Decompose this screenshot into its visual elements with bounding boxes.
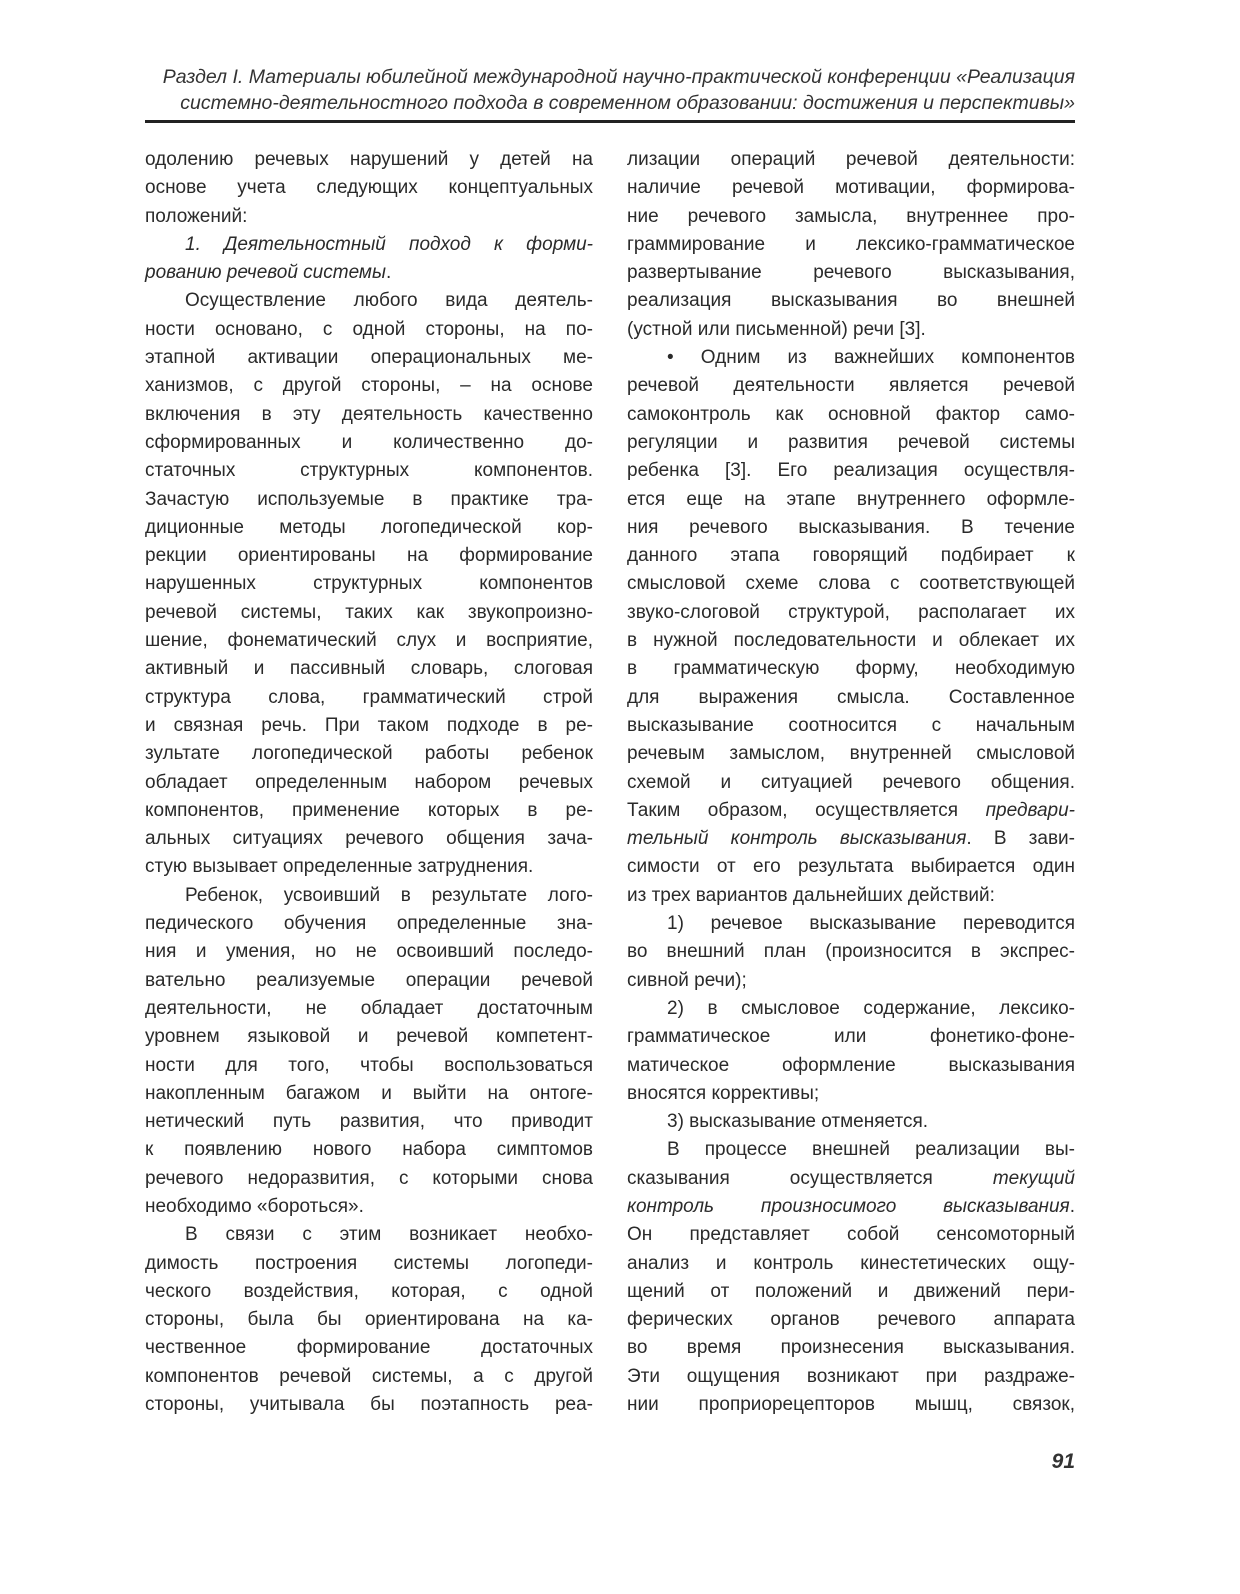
text-line [145, 1278, 593, 1306]
text-span: сформированных и количественно до- [145, 431, 593, 453]
text-span: нетический путь развития, что приводит [145, 1111, 593, 1133]
text-line [627, 344, 1075, 372]
text-line [145, 684, 593, 712]
text-line [145, 938, 593, 966]
text-span: альных ситуациях речевого общения зача- [145, 828, 593, 850]
text-span: . В зави- [966, 828, 1075, 850]
text-line [627, 231, 1075, 259]
text-span: звуко-слоговой структурой, располагает их [627, 601, 1075, 623]
text-line [627, 514, 1075, 542]
text-line [145, 1023, 593, 1051]
text-span: стороны, учитывала бы поэтапность реа- [145, 1394, 593, 1416]
text-span: анализ и контроль кинестетических ощу- [627, 1252, 1075, 1274]
text-line [627, 287, 1075, 315]
header-rule [145, 120, 1075, 123]
text-span: ние речевого замысла, внутреннее про- [627, 205, 1075, 227]
text-line [627, 853, 1075, 881]
text-line [627, 938, 1075, 966]
text-line [145, 627, 593, 655]
text-span: обладает определенным набором речевых [145, 771, 593, 793]
text-line [145, 146, 593, 174]
text-line [145, 344, 593, 372]
text-span: 3) высказывание отменяется. [667, 1111, 929, 1133]
text-span: одолению речевых нарушений у детей на [145, 149, 593, 170]
text-line [145, 1193, 593, 1221]
text-line [627, 1080, 1075, 1108]
text-line [145, 542, 593, 570]
text-line [145, 1108, 593, 1136]
text-line [627, 769, 1075, 797]
right-column [627, 146, 1075, 1419]
text-span: речевого недоразвития, с которыми снова [145, 1167, 593, 1189]
text-line [145, 599, 593, 627]
text-span: ханизмов, с другой стороны, – на основе [145, 375, 593, 397]
text-span: щений от положений и движений пери- [627, 1280, 1075, 1302]
text-line [145, 203, 593, 231]
text-span: . [385, 262, 392, 284]
text-line [627, 316, 1075, 344]
text-line [627, 429, 1075, 457]
text-span: ния речевого высказывания. В течение [627, 516, 1075, 538]
italic-text: рованию речевой системы [145, 262, 386, 284]
text-line [627, 967, 1075, 995]
text-span: стую вызывает определенные затруднения. [145, 856, 534, 878]
text-line [627, 825, 1075, 853]
text-line [145, 740, 593, 768]
text-span: ферических органов речевого аппарата [627, 1309, 1075, 1331]
text-line [145, 259, 593, 287]
text-span: Осуществление любого вида деятель- [185, 290, 593, 312]
text-line [145, 655, 593, 683]
text-line [627, 1193, 1075, 1221]
text-span: и связная речь. При таком подходе в ре- [145, 714, 593, 736]
text-line [627, 1278, 1075, 1306]
text-span: нарушенных структурных компонентов [145, 573, 593, 595]
text-line [627, 570, 1075, 598]
text-span: матическое оформление высказывания [627, 1054, 1075, 1076]
text-line [627, 655, 1075, 683]
text-span: чественное формирование достаточных [145, 1337, 593, 1359]
italic-text: 1. Деятельностный подход к форми- [185, 233, 593, 255]
text-span: для выражения смысла. Составленное [627, 686, 1075, 708]
text-line [627, 1165, 1075, 1193]
italic-text: текущий [992, 1167, 1075, 1189]
text-span: сказывания осуществляется [627, 1167, 993, 1189]
text-span: накопленным багажом и выйти на онтоге- [145, 1082, 593, 1104]
text-span: к появлению нового набора симптомов [145, 1139, 593, 1161]
text-span: димость построения системы логопеди- [145, 1252, 593, 1274]
text-span: шение, фонематический слух и восприятие, [145, 630, 593, 652]
text-line [145, 882, 593, 910]
text-span: высказывание соотносится с начальным [627, 714, 1075, 736]
text-line [145, 1165, 593, 1193]
text-line [627, 372, 1075, 400]
text-line [627, 542, 1075, 570]
text-line [627, 684, 1075, 712]
text-line [627, 1306, 1075, 1334]
text-span: Ребенок, усвоивший в результате лого- [185, 884, 593, 906]
text-span: активный и пассивный словарь, слоговая [145, 658, 593, 680]
text-line [627, 1363, 1075, 1391]
text-line [627, 1250, 1075, 1278]
text-span: стороны, была бы ориентирована на ка- [145, 1309, 593, 1331]
text-line [627, 797, 1075, 825]
text-line [627, 401, 1075, 429]
text-line [627, 1334, 1075, 1362]
text-span: вносятся коррективы; [627, 1082, 820, 1104]
text-span: (устной или письменной) речи [3]. [627, 318, 926, 340]
text-span: ности для того, чтобы воспользоваться [145, 1054, 593, 1076]
italic-text: предвари- [985, 799, 1075, 821]
text-span: самоконтроль как основной фактор само- [627, 403, 1075, 425]
text-span: ческого воздействия, которая, с одной [145, 1280, 593, 1302]
left-column [145, 146, 593, 1419]
text-line [145, 429, 593, 457]
text-line [145, 570, 593, 598]
text-span: компонентов, применение которых в ре- [145, 799, 593, 821]
page-number: 91 [1051, 1450, 1075, 1473]
text-span: основе учета следующих концептуальных [145, 177, 593, 199]
text-span: симости от его результата выбирается один [627, 856, 1075, 878]
text-line [627, 1052, 1075, 1080]
text-line [627, 995, 1075, 1023]
text-line [145, 967, 593, 995]
text-line [145, 1221, 593, 1249]
text-line [627, 457, 1075, 485]
text-span: структура слова, грамматический строй [145, 686, 593, 708]
text-span: компонентов речевой системы, а с другой [145, 1365, 593, 1387]
text-span: 2) в смысловое содержание, лексико- [667, 997, 1075, 1019]
text-span: во внешний план (произносится в экспрес- [627, 941, 1075, 963]
text-line [145, 910, 593, 938]
text-line [145, 174, 593, 202]
text-span: Зачастую используемые в практике тра- [145, 488, 593, 510]
text-line [145, 231, 593, 259]
running-header-line-1: Раздел I. Материалы юбилейной международной научно-практической конференции «Реализация [162, 66, 1075, 88]
text-line [145, 1052, 593, 1080]
text-span: . [1069, 1195, 1075, 1217]
text-span: развертывание речевого высказывания, [627, 262, 1075, 284]
text-span: в нужной последовательности и облекает их [627, 630, 1075, 652]
text-line [145, 712, 593, 740]
text-line [627, 486, 1075, 514]
text-span: речевой деятельности является речевой [627, 375, 1075, 397]
text-span: педического обучения определенные зна- [145, 913, 593, 935]
text-span: ности основано, с одной стороны, на по- [145, 318, 593, 340]
text-line [627, 599, 1075, 627]
text-span: речевым замыслом, внутренней смысловой [627, 743, 1075, 765]
text-span: • Одним из важнейших компонентов [667, 347, 1075, 369]
text-span: грамматическое или фонетико-фоне- [627, 1026, 1075, 1048]
text-line [145, 486, 593, 514]
text-span: регуляции и развития речевой системы [627, 431, 1075, 453]
text-line [627, 627, 1075, 655]
text-span: Эти ощущения возникают при раздраже- [627, 1365, 1075, 1387]
running-header-line-2: системно-деятельностного подхода в современном образовании: достижения и перспективы» [180, 92, 1075, 114]
text-line [627, 1221, 1075, 1249]
text-line [627, 712, 1075, 740]
text-line [145, 457, 593, 485]
text-span: из трех вариантов дальнейших действий: [627, 884, 995, 906]
text-span: Таким образом, осуществляется [627, 799, 986, 821]
text-line [145, 769, 593, 797]
text-line [627, 1136, 1075, 1164]
text-line [627, 740, 1075, 768]
italic-text: контроль произносимого высказывания [627, 1195, 1070, 1217]
text-line [145, 1080, 593, 1108]
running-header [145, 64, 1075, 116]
text-span: положений: [145, 205, 248, 227]
text-span: во время произнесения высказывания. [627, 1337, 1075, 1359]
text-line [145, 1363, 593, 1391]
text-span: уровнем языковой и речевой компетент- [145, 1026, 593, 1048]
italic-text: тельный контроль высказывания [627, 828, 967, 850]
text-line [627, 146, 1075, 174]
text-line [145, 316, 593, 344]
text-line [145, 1250, 593, 1278]
text-span: ребенка [3]. Его реализация осуществля- [627, 460, 1075, 482]
text-line [145, 995, 593, 1023]
text-span: В связи с этим возникает необхо- [185, 1224, 593, 1246]
text-line [145, 372, 593, 400]
text-line [145, 825, 593, 853]
text-line [145, 1391, 593, 1419]
text-span: данного этапа говорящий подбирает к [627, 545, 1075, 567]
text-line [145, 797, 593, 825]
text-line [627, 1023, 1075, 1051]
text-span: ется еще на этапе внутреннего оформле- [627, 488, 1075, 510]
text-line [627, 203, 1075, 231]
text-span: 1) речевое высказывание переводится [667, 913, 1075, 935]
text-span: Он представляет собой сенсомоторный [627, 1224, 1075, 1246]
text-line [145, 1136, 593, 1164]
text-line [145, 287, 593, 315]
text-span: лизации операций речевой деятельности: [627, 149, 1075, 170]
text-line [627, 259, 1075, 287]
text-span: смысловой схеме слова с соответствующей [627, 573, 1075, 595]
text-span: необходимо «бороться». [145, 1195, 364, 1217]
text-span: деятельности, не обладает достаточным [145, 997, 593, 1019]
text-span: этапной активации операциональных ме- [145, 347, 593, 369]
text-line [627, 1108, 1075, 1136]
text-span: включения в эту деятельность качественно [145, 403, 593, 425]
text-span: вательно реализуемые операции речевой [145, 969, 593, 991]
text-span: схемой и ситуацией речевого общения. [627, 771, 1075, 793]
text-span: зультате логопедической работы ребенок [145, 743, 593, 765]
text-line [627, 174, 1075, 202]
text-line [145, 1306, 593, 1334]
text-span: статочных структурных компонентов. [145, 460, 593, 482]
text-span: сивной речи); [627, 969, 747, 991]
text-span: в грамматическую форму, необходимую [627, 658, 1075, 680]
text-line [627, 882, 1075, 910]
text-span: диционные методы логопедической кор- [145, 516, 593, 538]
text-line [145, 401, 593, 429]
text-line [627, 1391, 1075, 1419]
text-line [145, 514, 593, 542]
text-span: В процессе внешней реализации вы- [667, 1139, 1075, 1161]
text-span: реализация высказывания во внешней [627, 290, 1075, 312]
text-span: граммирование и лексико-грамматическое [627, 233, 1075, 255]
text-line [145, 853, 593, 881]
text-span: рекции ориентированы на формирование [145, 545, 593, 567]
text-span: речевой системы, таких как звукопроизно- [145, 601, 593, 623]
text-line [627, 910, 1075, 938]
text-span: наличие речевой мотивации, формирова- [627, 177, 1075, 199]
text-line [145, 1334, 593, 1362]
text-span: нии проприорецепторов мышц, связок, [627, 1394, 1075, 1416]
text-span: ния и умения, но не освоивший последо- [145, 941, 593, 963]
